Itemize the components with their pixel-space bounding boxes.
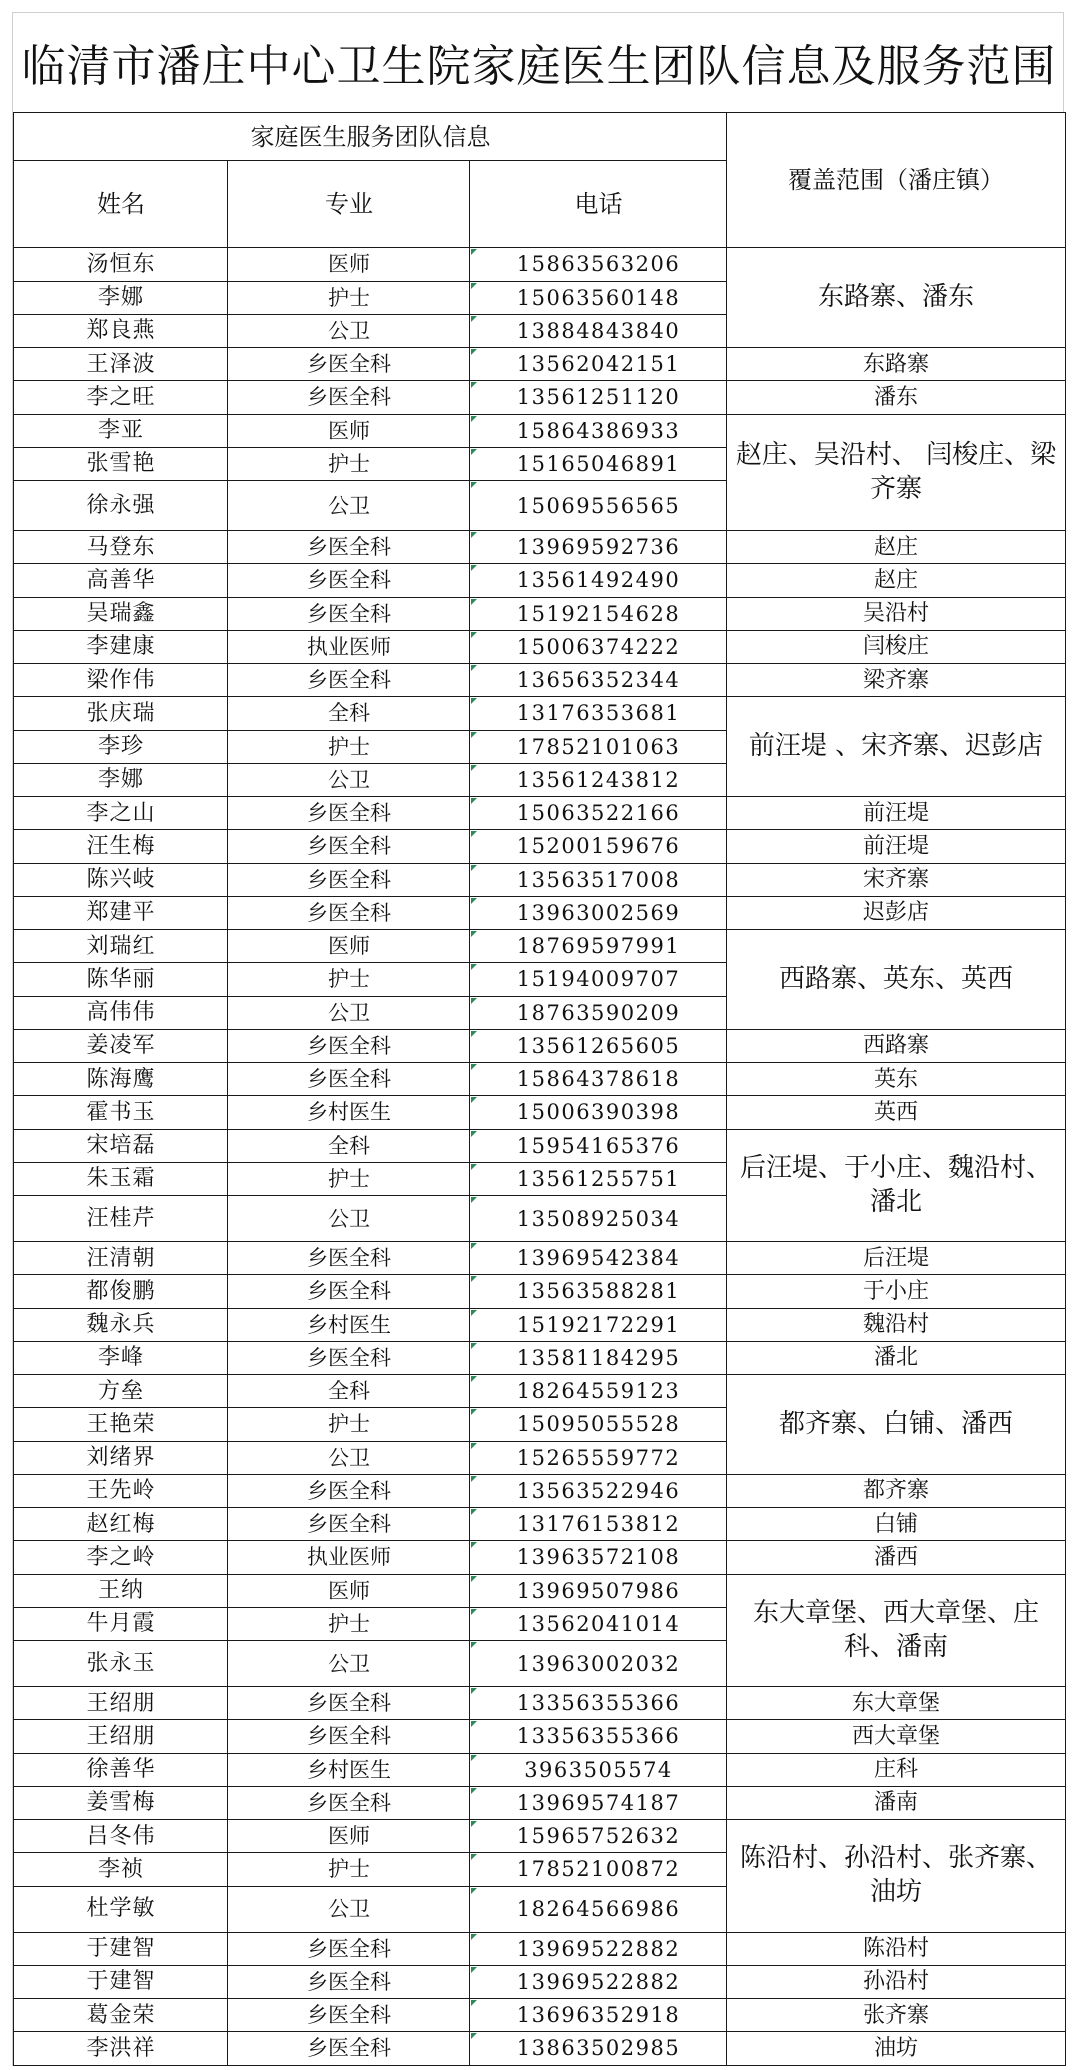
text-format-marker-icon xyxy=(471,732,477,738)
text-format-marker-icon xyxy=(471,1642,477,1648)
name-cell: 刘绪界 xyxy=(13,1441,229,1476)
text-format-marker-icon xyxy=(471,931,477,937)
coverage-cell: 魏沿村 xyxy=(726,1308,1066,1343)
coverage-group-cell: 后汪堤、于小庄、魏沿村、潘北 xyxy=(726,1129,1066,1243)
name-cell: 梁作伟 xyxy=(13,663,229,698)
phone-cell: 15006390398 xyxy=(469,1095,728,1130)
name-cell: 吕冬伟 xyxy=(13,1819,229,1854)
coverage-cell: 都齐寨 xyxy=(726,1474,1066,1509)
phone-cell: 13969522882 xyxy=(469,1932,728,1967)
name-cell: 于建智 xyxy=(13,1965,229,2000)
name-cell: 李建康 xyxy=(13,630,229,665)
name-cell: 李之旺 xyxy=(13,380,229,415)
text-format-marker-icon xyxy=(471,1197,477,1203)
name-cell: 张雪艳 xyxy=(13,447,229,482)
text-format-marker-icon xyxy=(471,1376,477,1382)
text-format-marker-icon xyxy=(471,1164,477,1170)
specialty-cell: 全科 xyxy=(227,1374,471,1409)
specialty-cell: 乡医全科 xyxy=(227,1686,471,1721)
phone-cell: 13356355366 xyxy=(469,1686,728,1721)
phone-cell: 15069556565 xyxy=(469,480,728,532)
specialty-cell: 公卫 xyxy=(227,1441,471,1476)
text-format-marker-icon xyxy=(471,1064,477,1070)
specialty-cell: 公卫 xyxy=(227,1886,471,1934)
specialty-cell: 乡医全科 xyxy=(227,1474,471,1509)
coverage-cell: 白铺 xyxy=(726,1507,1066,1542)
phone-cell: 15864378618 xyxy=(469,1062,728,1097)
text-format-marker-icon xyxy=(471,2033,477,2039)
text-format-marker-icon xyxy=(471,1097,477,1103)
name-cell: 方垒 xyxy=(13,1374,229,1409)
coverage-group-cell: 前汪堤 、宋齐寨、迟彭店 xyxy=(726,696,1066,797)
name-cell: 赵红梅 xyxy=(13,1507,229,1542)
coverage-group-cell: 西路寨、英东、英西 xyxy=(726,929,1066,1030)
text-format-marker-icon xyxy=(471,1854,477,1860)
name-cell: 魏永兵 xyxy=(13,1308,229,1343)
text-format-marker-icon xyxy=(471,1788,477,1794)
specialty-cell: 乡医全科 xyxy=(227,380,471,415)
phone-cell: 13563517008 xyxy=(469,863,728,898)
coverage-cell: 英东 xyxy=(726,1062,1066,1097)
specialty-cell: 全科 xyxy=(227,1129,471,1164)
phone-cell: 15063560148 xyxy=(469,281,728,316)
text-format-marker-icon xyxy=(471,482,477,488)
phone-cell: 13963002569 xyxy=(469,896,728,931)
text-format-marker-icon xyxy=(471,1131,477,1137)
text-format-marker-icon xyxy=(471,632,477,638)
text-format-marker-icon xyxy=(471,449,477,455)
phone-cell: 15165046891 xyxy=(469,447,728,482)
phone-cell: 15192172291 xyxy=(469,1308,728,1343)
text-format-marker-icon xyxy=(471,1343,477,1349)
text-format-marker-icon xyxy=(471,349,477,355)
phone-cell: 13581184295 xyxy=(469,1341,728,1376)
phone-cell: 13562042151 xyxy=(469,347,728,382)
phone-cell: 13561251120 xyxy=(469,380,728,415)
coverage-group-cell: 都齐寨、白铺、潘西 xyxy=(726,1374,1066,1475)
header-team-info: 家庭医生服务团队信息 xyxy=(13,112,728,162)
specialty-cell: 乡医全科 xyxy=(227,1932,471,1967)
text-format-marker-icon xyxy=(471,1721,477,1727)
name-cell: 王艳荣 xyxy=(13,1407,229,1442)
name-cell: 李娜 xyxy=(13,281,229,316)
specialty-cell: 护士 xyxy=(227,962,471,997)
name-cell: 王泽波 xyxy=(13,347,229,382)
specialty-cell: 乡医全科 xyxy=(227,1274,471,1309)
name-cell: 李洪祥 xyxy=(13,2031,229,2066)
coverage-cell: 迟彭店 xyxy=(726,896,1066,931)
coverage-group-cell: 赵庄、吴沿村、 闫梭庄、梁齐寨 xyxy=(726,414,1066,532)
phone-cell: 13356355366 xyxy=(469,1719,728,1754)
specialty-cell: 乡医全科 xyxy=(227,347,471,382)
phone-cell: 13176153812 xyxy=(469,1507,728,1542)
phone-cell: 13969507986 xyxy=(469,1574,728,1609)
phone-cell: 13561255751 xyxy=(469,1162,728,1197)
phone-cell: 13863502985 xyxy=(469,2031,728,2066)
phone-cell: 3963505574 xyxy=(469,1753,728,1788)
text-format-marker-icon xyxy=(471,898,477,904)
specialty-cell: 护士 xyxy=(227,1607,471,1642)
text-format-marker-icon xyxy=(471,865,477,871)
specialty-cell: 护士 xyxy=(227,281,471,316)
coverage-cell: 孙沿村 xyxy=(726,1965,1066,2000)
coverage-cell: 于小庄 xyxy=(726,1274,1066,1309)
name-cell: 王绍朋 xyxy=(13,1719,229,1754)
coverage-cell: 潘东 xyxy=(726,380,1066,415)
name-cell: 汪桂芹 xyxy=(13,1195,229,1243)
name-cell: 李亚 xyxy=(13,414,229,449)
text-format-marker-icon xyxy=(471,1276,477,1282)
text-format-marker-icon xyxy=(471,765,477,771)
coverage-cell: 赵庄 xyxy=(726,530,1066,565)
phone-cell: 13969542384 xyxy=(469,1241,728,1276)
specialty-cell: 执业医师 xyxy=(227,1540,471,1575)
coverage-cell: 油坊 xyxy=(726,2031,1066,2066)
text-format-marker-icon xyxy=(471,2000,477,2006)
name-cell: 郑良燕 xyxy=(13,314,229,349)
specialty-cell: 公卫 xyxy=(227,996,471,1031)
name-cell: 陈海鹰 xyxy=(13,1062,229,1097)
name-cell: 王先岭 xyxy=(13,1474,229,1509)
text-format-marker-icon xyxy=(471,964,477,970)
header-coverage: 覆盖范围（潘庄镇） xyxy=(726,112,1066,249)
team-table xyxy=(14,113,1065,2066)
specialty-cell: 医师 xyxy=(227,247,471,282)
name-cell: 都俊鹏 xyxy=(13,1274,229,1309)
coverage-cell: 西路寨 xyxy=(726,1029,1066,1064)
phone-cell: 15863563206 xyxy=(469,247,728,282)
coverage-cell: 潘西 xyxy=(726,1540,1066,1575)
text-format-marker-icon xyxy=(471,1542,477,1548)
phone-cell: 18264566986 xyxy=(469,1886,728,1934)
coverage-cell: 后汪堤 xyxy=(726,1241,1066,1276)
phone-cell: 15864386933 xyxy=(469,414,728,449)
phone-cell: 15954165376 xyxy=(469,1129,728,1164)
name-cell: 姜雪梅 xyxy=(13,1786,229,1821)
specialty-cell: 乡医全科 xyxy=(227,1029,471,1064)
name-cell: 于建智 xyxy=(13,1932,229,1967)
specialty-cell: 乡医全科 xyxy=(227,2031,471,2066)
phone-cell: 13969592736 xyxy=(469,530,728,565)
name-cell: 姜凌军 xyxy=(13,1029,229,1064)
phone-cell: 13969574187 xyxy=(469,1786,728,1821)
name-cell: 杜学敏 xyxy=(13,1886,229,1934)
name-cell: 李之山 xyxy=(13,796,229,831)
specialty-cell: 乡医全科 xyxy=(227,663,471,698)
text-format-marker-icon xyxy=(471,532,477,538)
text-format-marker-icon xyxy=(471,599,477,605)
specialty-cell: 护士 xyxy=(227,1852,471,1887)
coverage-cell: 吴沿村 xyxy=(726,597,1066,632)
text-format-marker-icon xyxy=(471,1509,477,1515)
header-specialty: 专业 xyxy=(227,160,471,249)
coverage-cell: 庄科 xyxy=(726,1753,1066,1788)
specialty-cell: 乡医全科 xyxy=(227,863,471,898)
specialty-cell: 医师 xyxy=(227,929,471,964)
phone-cell: 13563522946 xyxy=(469,1474,728,1509)
specialty-cell: 执业医师 xyxy=(227,630,471,665)
name-cell: 刘瑞红 xyxy=(13,929,229,964)
text-format-marker-icon xyxy=(471,998,477,1004)
specialty-cell: 乡医全科 xyxy=(227,563,471,598)
text-format-marker-icon xyxy=(471,382,477,388)
name-cell: 汤恒东 xyxy=(13,247,229,282)
specialty-cell: 公卫 xyxy=(227,480,471,532)
text-format-marker-icon xyxy=(471,565,477,571)
specialty-cell: 乡医全科 xyxy=(227,530,471,565)
coverage-cell: 前汪堤 xyxy=(726,796,1066,831)
phone-cell: 18763590209 xyxy=(469,996,728,1031)
name-cell: 宋培磊 xyxy=(13,1129,229,1164)
text-format-marker-icon xyxy=(471,1821,477,1827)
phone-cell: 13562041014 xyxy=(469,1607,728,1642)
phone-cell: 15063522166 xyxy=(469,796,728,831)
specialty-cell: 医师 xyxy=(227,1574,471,1609)
header-name: 姓名 xyxy=(13,160,229,249)
specialty-cell: 护士 xyxy=(227,1162,471,1197)
text-format-marker-icon xyxy=(471,665,477,671)
specialty-cell: 乡医全科 xyxy=(227,1998,471,2033)
phone-cell: 13561265605 xyxy=(469,1029,728,1064)
coverage-cell: 潘南 xyxy=(726,1786,1066,1821)
name-cell: 张庆瑞 xyxy=(13,696,229,731)
text-format-marker-icon xyxy=(471,1310,477,1316)
specialty-cell: 全科 xyxy=(227,696,471,731)
phone-cell: 18264559123 xyxy=(469,1374,728,1409)
text-format-marker-icon xyxy=(471,1609,477,1615)
name-cell: 葛金荣 xyxy=(13,1998,229,2033)
specialty-cell: 护士 xyxy=(227,1407,471,1442)
phone-cell: 13884843840 xyxy=(469,314,728,349)
phone-cell: 15965752632 xyxy=(469,1819,728,1854)
text-format-marker-icon xyxy=(471,1967,477,1973)
text-format-marker-icon xyxy=(471,316,477,322)
coverage-group-cell: 东大章堡、西大章堡、庄科、潘南 xyxy=(726,1574,1066,1688)
name-cell: 王纳 xyxy=(13,1574,229,1609)
phone-cell: 13561492490 xyxy=(469,563,728,598)
coverage-cell: 赵庄 xyxy=(726,563,1066,598)
name-cell: 霍书玉 xyxy=(13,1095,229,1130)
coverage-cell: 闫梭庄 xyxy=(726,630,1066,665)
name-cell: 汪清朝 xyxy=(13,1241,229,1276)
coverage-group-cell: 陈沿村、孙沿村、张齐寨、油坊 xyxy=(726,1819,1066,1933)
text-format-marker-icon xyxy=(471,1688,477,1694)
name-cell: 李珍 xyxy=(13,730,229,765)
coverage-cell: 东路寨 xyxy=(726,347,1066,382)
phone-cell: 17852100872 xyxy=(469,1852,728,1887)
specialty-cell: 乡医全科 xyxy=(227,1062,471,1097)
specialty-cell: 乡医全科 xyxy=(227,1507,471,1542)
phone-cell: 18769597991 xyxy=(469,929,728,964)
phone-cell: 13561243812 xyxy=(469,763,728,798)
phone-cell: 15192154628 xyxy=(469,597,728,632)
header-phone: 电话 xyxy=(469,160,728,249)
name-cell: 汪生梅 xyxy=(13,829,229,864)
name-cell: 朱玉霜 xyxy=(13,1162,229,1197)
name-cell: 牛月霞 xyxy=(13,1607,229,1642)
specialty-cell: 乡医全科 xyxy=(227,829,471,864)
coverage-cell: 陈沿村 xyxy=(726,1932,1066,1967)
coverage-cell: 潘北 xyxy=(726,1341,1066,1376)
text-format-marker-icon xyxy=(471,1443,477,1449)
name-cell: 吴瑞鑫 xyxy=(13,597,229,632)
phone-cell: 13563588281 xyxy=(469,1274,728,1309)
name-cell: 徐永强 xyxy=(13,480,229,532)
phone-cell: 13656352344 xyxy=(469,663,728,698)
specialty-cell: 乡医全科 xyxy=(227,796,471,831)
name-cell: 高善华 xyxy=(13,563,229,598)
specialty-cell: 乡医全科 xyxy=(227,1719,471,1754)
text-format-marker-icon xyxy=(471,798,477,804)
text-format-marker-icon xyxy=(471,831,477,837)
phone-cell: 17852101063 xyxy=(469,730,728,765)
specialty-cell: 乡医全科 xyxy=(227,896,471,931)
phone-cell: 13508925034 xyxy=(469,1195,728,1243)
text-format-marker-icon xyxy=(471,249,477,255)
phone-cell: 15200159676 xyxy=(469,829,728,864)
text-format-marker-icon xyxy=(471,1409,477,1415)
phone-cell: 15095055528 xyxy=(469,1407,728,1442)
page-title: 临清市潘庄中心卫生院家庭医生团队信息及服务范围 xyxy=(21,40,1057,92)
name-cell: 陈华丽 xyxy=(13,962,229,997)
phone-cell: 15265559772 xyxy=(469,1441,728,1476)
specialty-cell: 医师 xyxy=(227,414,471,449)
text-format-marker-icon xyxy=(471,698,477,704)
name-cell: 李峰 xyxy=(13,1341,229,1376)
name-cell: 徐善华 xyxy=(13,1753,229,1788)
specialty-cell: 乡医全科 xyxy=(227,1341,471,1376)
specialty-cell: 护士 xyxy=(227,730,471,765)
phone-cell: 13963572108 xyxy=(469,1540,728,1575)
specialty-cell: 公卫 xyxy=(227,314,471,349)
specialty-cell: 乡医全科 xyxy=(227,1241,471,1276)
phone-cell: 13969522882 xyxy=(469,1965,728,2000)
text-format-marker-icon xyxy=(471,1476,477,1482)
name-cell: 李娜 xyxy=(13,763,229,798)
coverage-cell: 英西 xyxy=(726,1095,1066,1130)
coverage-cell: 宋齐寨 xyxy=(726,863,1066,898)
text-format-marker-icon xyxy=(471,1934,477,1940)
coverage-cell: 梁齐寨 xyxy=(726,663,1066,698)
name-cell: 陈兴岐 xyxy=(13,863,229,898)
specialty-cell: 公卫 xyxy=(227,763,471,798)
specialty-cell: 乡村医生 xyxy=(227,1095,471,1130)
name-cell: 郑建平 xyxy=(13,896,229,931)
text-format-marker-icon xyxy=(471,283,477,289)
name-cell: 李祯 xyxy=(13,1852,229,1887)
coverage-cell: 东大章堡 xyxy=(726,1686,1066,1721)
coverage-cell: 西大章堡 xyxy=(726,1719,1066,1754)
specialty-cell: 公卫 xyxy=(227,1195,471,1243)
phone-cell: 13176353681 xyxy=(469,696,728,731)
text-format-marker-icon xyxy=(471,1243,477,1249)
text-format-marker-icon xyxy=(471,1576,477,1582)
name-cell: 张永玉 xyxy=(13,1640,229,1688)
phone-cell: 15006374222 xyxy=(469,630,728,665)
name-cell: 马登东 xyxy=(13,530,229,565)
specialty-cell: 公卫 xyxy=(227,1640,471,1688)
phone-cell: 13696352918 xyxy=(469,1998,728,2033)
specialty-cell: 乡村医生 xyxy=(227,1308,471,1343)
text-format-marker-icon xyxy=(471,1031,477,1037)
specialty-cell: 乡医全科 xyxy=(227,1786,471,1821)
coverage-cell: 张齐寨 xyxy=(726,1998,1066,2033)
text-format-marker-icon xyxy=(471,1888,477,1894)
specialty-cell: 护士 xyxy=(227,447,471,482)
specialty-cell: 乡医全科 xyxy=(227,597,471,632)
specialty-cell: 医师 xyxy=(227,1819,471,1854)
name-cell: 李之岭 xyxy=(13,1540,229,1575)
text-format-marker-icon xyxy=(471,1755,477,1761)
coverage-cell: 前汪堤 xyxy=(726,829,1066,864)
specialty-cell: 乡医全科 xyxy=(227,1965,471,2000)
text-format-marker-icon xyxy=(471,416,477,422)
phone-cell: 13963002032 xyxy=(469,1640,728,1688)
coverage-group-cell: 东路寨、潘东 xyxy=(726,247,1066,348)
name-cell: 王绍朋 xyxy=(13,1686,229,1721)
specialty-cell: 乡村医生 xyxy=(227,1753,471,1788)
name-cell: 高伟伟 xyxy=(13,996,229,1031)
phone-cell: 15194009707 xyxy=(469,962,728,997)
